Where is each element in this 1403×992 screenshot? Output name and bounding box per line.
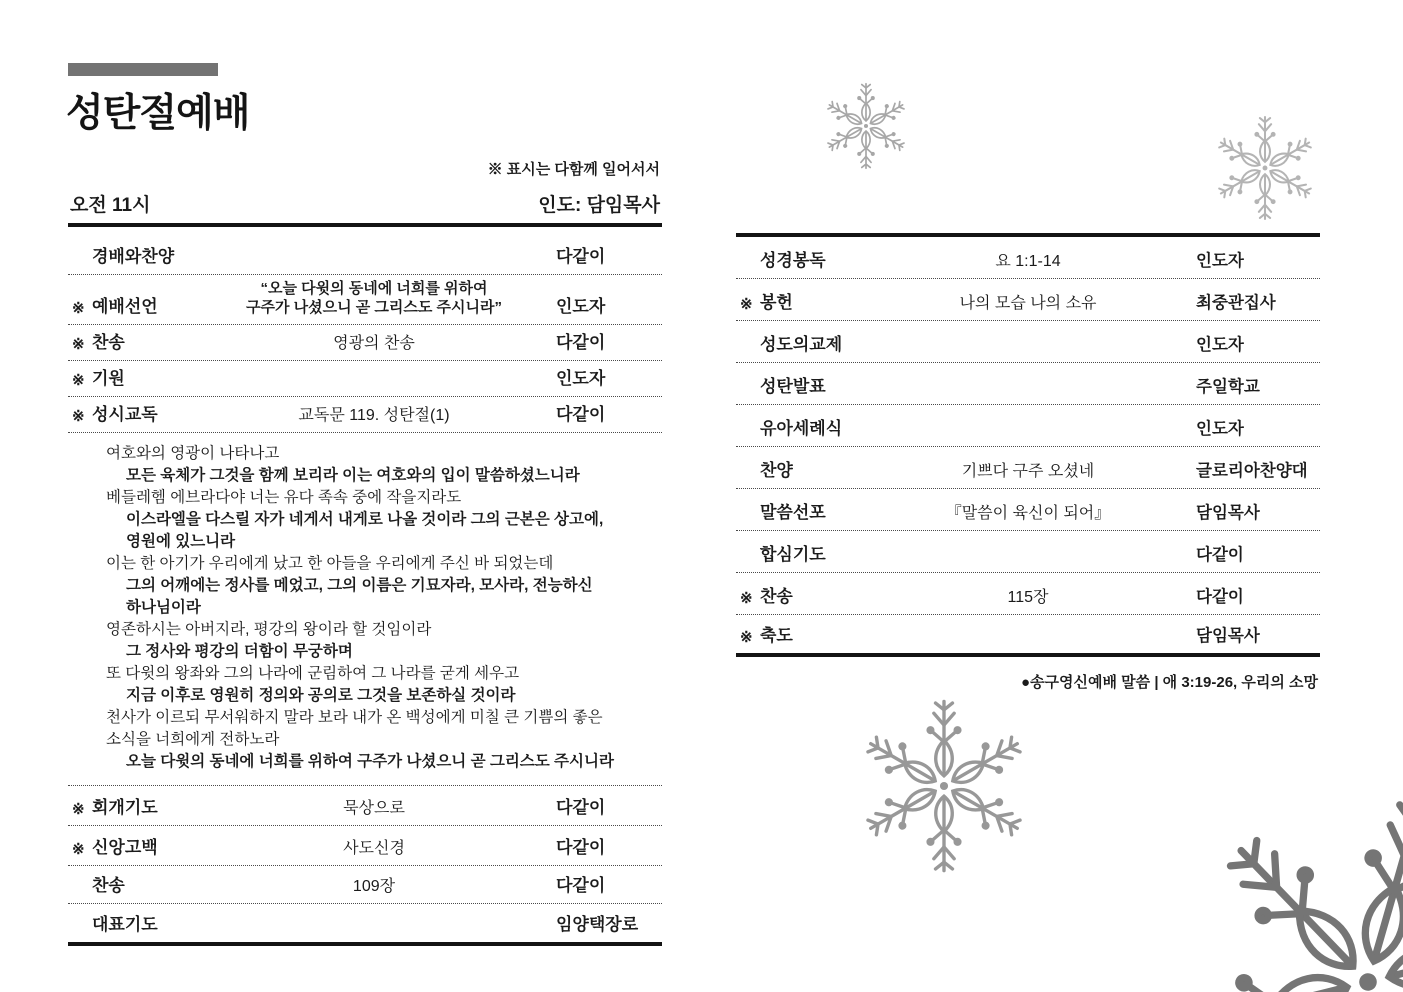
snowflake-icon [856, 698, 1032, 874]
reading-line: 소식을 너희에게 전하노라 [106, 731, 280, 748]
order-row [736, 447, 1320, 489]
reading-line: 영원에 있느니라 [126, 533, 236, 550]
order-item-label: 성경봉독 [760, 251, 826, 270]
order-item-label: 경배와찬양 [92, 247, 175, 266]
standing-mark: ※ [740, 590, 753, 607]
order-row [736, 531, 1320, 573]
order-item-holder: 다같이 [556, 405, 606, 424]
order-row [736, 615, 1320, 657]
order-item-holder: 인도자 [1196, 420, 1244, 438]
order-item-detail: 나의 모습 나의 소유 [959, 295, 1097, 312]
standing-mark: ※ [72, 801, 85, 818]
reading-line: 지금 이후로 영원히 정의와 공의로 그것을 보존하실 것이라 [126, 687, 516, 704]
order-item-detail: 『말씀이 육신이 되어』 [945, 505, 1111, 522]
order-item-detail: 109장 [352, 878, 396, 895]
reading-line: 이스라엘을 다스릴 자가 네게서 내게로 나올 것이라 그의 근본은 상고에, [126, 511, 604, 528]
order-item-holder: 인도자 [556, 297, 606, 316]
order-item-holder: 임양택장로 [556, 915, 639, 934]
reading-line: 또 다윗의 왕좌와 그의 나라에 군림하여 그 나라를 굳게 세우고 [106, 665, 520, 682]
order-row [736, 279, 1320, 321]
standing-mark: ※ [72, 841, 85, 858]
reading-line: 모든 육체가 그것을 함께 보리라 이는 여호와의 입이 말씀하셨느니라 [126, 467, 580, 484]
order-item-holder: 인도자 [556, 369, 606, 388]
service-time: 오전 11시 [70, 195, 151, 216]
order-item-label: 예배선언 [92, 297, 158, 316]
order-row [736, 321, 1320, 363]
reading-line: 그의 어깨에는 정사를 메었고, 그의 이름은 기묘자라, 모사라, 전능하신 [126, 577, 593, 594]
order-item-detail: 교독문 119. 성탄절(1) [298, 407, 450, 424]
reading-line: 그 정사와 평강의 더함이 무궁하며 [126, 643, 353, 660]
order-item-holder: 글로리아찬양대 [1196, 462, 1308, 480]
order-item-detail: 115장 [1007, 589, 1049, 606]
new-year-service-note: ●송구영신예배 말씀 | 애 3:19-26, 우리의 소망 [1021, 674, 1318, 691]
order-item-holder: 담임목사 [1196, 627, 1260, 645]
worship-order-left [68, 158, 662, 946]
order-row [736, 237, 1320, 279]
order-item-detail: 묵상으로 [343, 800, 405, 817]
order-item-label: 성도의교제 [760, 335, 843, 354]
order-item-label: 신앙고백 [92, 838, 158, 857]
worship-order-right [736, 233, 1320, 692]
service-leader: 인도: 담임목사 [538, 195, 660, 216]
order-item-label: 말씀선포 [760, 503, 826, 522]
order-item-holder: 다같이 [556, 247, 606, 266]
reading-line: 오늘 다윗의 동네에 너희를 위하여 구주가 나셨으니 곧 그리스도 주시니라 [126, 753, 614, 770]
reading-line: 천사가 이르되 무서워하지 말라 보라 내가 온 백성에게 미칠 큰 기쁨의 좋은 [106, 709, 603, 726]
responsive-reading [68, 433, 662, 786]
title-accent-bar [68, 63, 218, 76]
order-item-detail: 기쁘다 구주 오셨네 [961, 463, 1095, 480]
order-item-holder: 다같이 [1196, 588, 1244, 606]
order-item-label: 성시교독 [92, 405, 158, 424]
reading-line: 하나님이라 [126, 599, 201, 616]
standing-mark: ※ [740, 296, 753, 313]
order-item-label: 찬송 [760, 587, 793, 606]
standing-mark: ※ [72, 408, 85, 425]
reading-line: 이는 한 아기가 우리에게 났고 한 아들을 우리에게 주신 바 되었는데 [106, 555, 554, 572]
order-item-holder: 최중관집사 [1196, 294, 1276, 312]
order-item-holder: 다같이 [556, 876, 606, 895]
order-row [68, 866, 662, 904]
declaration-quote-line2: 구주가 나셨으니 곧 그리스도 주시니라” [245, 299, 502, 316]
order-item-label: 봉헌 [760, 293, 793, 312]
standing-mark: ※ [740, 629, 753, 646]
order-item-holder: 다같이 [556, 333, 606, 352]
order-item-detail: 요 1:1-14 [995, 253, 1061, 270]
snowflake-icon [1133, 747, 1403, 992]
order-row [736, 573, 1320, 615]
order-item-label: 유아세례식 [760, 419, 843, 438]
order-row [68, 826, 662, 866]
standing-mark: ※ [72, 336, 85, 353]
order-item-label: 축도 [760, 626, 793, 645]
order-item-detail: 영광의 찬송 [333, 335, 415, 352]
order-row [68, 904, 662, 946]
order-row [736, 489, 1320, 531]
service-time-row [68, 190, 662, 227]
reading-line: 여호와의 영광이 나타나고 [106, 445, 280, 462]
order-item-holder: 다같이 [556, 838, 606, 857]
standing-note: ※ 표시는 다함께 일어서서 [487, 161, 660, 178]
order-item-label: 기원 [92, 369, 125, 388]
order-item-label: 성탄발표 [760, 377, 826, 396]
order-item-holder: 다같이 [556, 798, 606, 817]
order-item-holder: 인도자 [1196, 252, 1244, 270]
page-title: 성탄절예배 [66, 92, 250, 135]
order-row [68, 227, 662, 275]
order-item-label: 회개기도 [92, 798, 158, 817]
order-row [68, 397, 662, 433]
standing-mark: ※ [72, 300, 85, 317]
snowflake-icon [822, 82, 910, 170]
snowflake-icon [1212, 115, 1318, 221]
order-row [68, 275, 662, 325]
standing-mark: ※ [72, 372, 85, 389]
order-item-label: 찬양 [760, 461, 793, 480]
order-item-label: 찬송 [92, 876, 125, 895]
order-item-holder: 다같이 [1196, 546, 1244, 564]
reading-line: 베들레헴 에브라다야 너는 유다 족속 중에 작을지라도 [106, 489, 462, 506]
declaration-quote-line1: “오늘 다윗의 동네에 너희를 위하여 [260, 280, 488, 297]
order-row [736, 363, 1320, 405]
order-item-label: 찬송 [92, 333, 125, 352]
order-row [68, 786, 662, 826]
order-item-detail [192, 279, 556, 317]
order-item-label: 대표기도 [92, 915, 158, 934]
order-item-holder: 인도자 [1196, 336, 1244, 354]
order-item-label: 합심기도 [760, 545, 826, 564]
masthead [68, 63, 668, 138]
order-row [68, 361, 662, 397]
order-item-holder: 담임목사 [1196, 504, 1260, 522]
reading-line: 영존하시는 아버지라, 평강의 왕이라 할 것임이라 [106, 621, 432, 638]
order-row [736, 405, 1320, 447]
order-item-detail: 사도신경 [343, 840, 405, 857]
order-item-holder: 주일학교 [1196, 378, 1260, 396]
order-row [68, 325, 662, 361]
